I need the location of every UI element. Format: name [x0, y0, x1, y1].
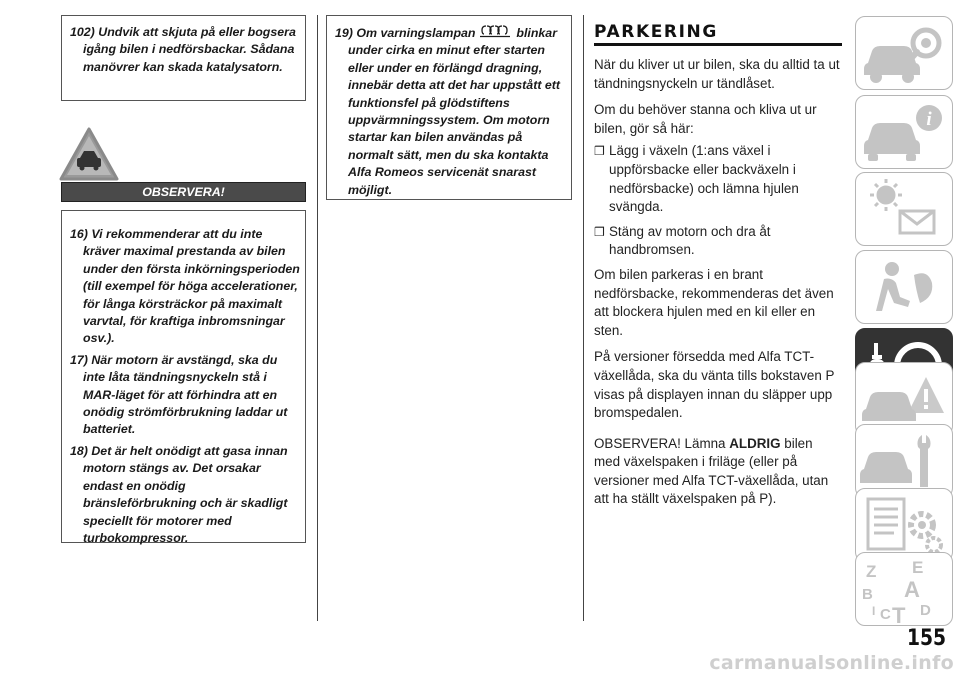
index-letter: E	[912, 558, 924, 577]
note-19-part1: 19) Om varningslampan	[335, 26, 476, 40]
column-divider-right	[583, 15, 584, 621]
index-letter: B	[862, 586, 873, 603]
paragraph-5	[594, 435, 842, 509]
note-19	[335, 24, 567, 199]
paragraph-5-suffix: bilen med växelspaken i friläge (eller på versioner med Alfa TCT-växellåda, utan att ha ställt växelspaken på P).	[594, 435, 829, 507]
car-warning-icon	[58, 126, 120, 182]
note-18: 18) Det är helt onödigt att gasa innan motorn stängs av. Det orsakar endast en onödig bränsleförbrukning och är skadligt speciellt för motorer med turbokompressor.	[70, 443, 288, 545]
column-divider-left	[317, 15, 318, 621]
paragraph-3: Om bilen parkeras i en brant nedförsbacke, rekommenderas det även att blockera hjulen med en kil eller en sten.	[594, 266, 834, 338]
tab-airbag-safety[interactable]	[855, 250, 953, 324]
glow-plug-lamp-icon	[479, 24, 513, 38]
car-info-icon	[856, 96, 954, 170]
observera-heading-bar	[61, 182, 306, 202]
observera-heading: OBSERVERA!	[142, 185, 225, 199]
bullet-text: Stäng av motorn och dra åt handbromsen.	[609, 223, 771, 258]
index-letter: C	[880, 606, 891, 623]
index-letter: I	[872, 604, 876, 618]
svg-text:i: i	[926, 109, 932, 130]
index-letter: A	[904, 577, 920, 602]
notes-box	[61, 210, 306, 543]
tab-car-search[interactable]	[855, 16, 953, 90]
paragraph-5-prefix: OBSERVERA! Lämna	[594, 435, 730, 451]
section-body	[594, 56, 842, 509]
index-letter: Z	[866, 562, 877, 581]
section-heading: PARKERING	[594, 22, 718, 42]
paragraph-1: När du kliver ut ur bilen, ska du alltid ta ut tändningsnyckeln ur tändlåset.	[594, 57, 840, 91]
note-17: 17) När motorn är avstängd, ska du inte låta tändningsnyckeln stå i MAR-läget för att förhindra att en onödig strömförbrukning laddar ut batteriet.	[70, 352, 288, 437]
bullet-1	[594, 142, 842, 216]
note-19-part2: blinkar	[516, 26, 558, 40]
airbag-safety-icon	[856, 251, 954, 325]
paragraph-5-bold: ALDRIG	[729, 435, 781, 451]
tab-alphabetical-index[interactable]	[855, 552, 953, 626]
note-19-box	[326, 15, 572, 200]
bullet-text: Lägg i växeln (1:ans växel i uppförsbacke eller backväxeln i nedförsbacke) och lämna hjulen svängda.	[609, 143, 799, 215]
warning-lights-icon	[856, 173, 954, 247]
tab-warning-lights[interactable]	[855, 172, 953, 246]
watermark: carmanualsonline.info	[709, 652, 954, 674]
paragraph-2: Om du behöver stanna och kliva ut ur bilen, gör så här:	[594, 102, 817, 136]
tab-car-maintenance[interactable]	[855, 424, 953, 498]
index-letter: T	[892, 603, 906, 627]
paragraph-4: På versioner försedda med Alfa TCT-växellåda, ska du vänta tills bokstaven P visas på displayen innan du släpper upp bromspedalen.	[594, 349, 835, 421]
section-parkering	[594, 22, 842, 517]
note-102: 102) Undvik att skjuta på eller bogsera igång bilen i nedförsbackar. Sådana manövrer kan skada katalysatorn.	[70, 25, 296, 74]
heading-rule	[594, 43, 842, 46]
note-19-rest: under cirka en minut efter starten eller under en förlängd dragning, innebär detta att det har uppstått ett funktionsfel på glödstiftens uppvärmningssystem. Om motorn startar kan bilen användas på normalt sätt, men du ska kontakta Alfa Romeos servicenät snarast möjligt.	[348, 43, 561, 197]
bullet-mark: ❒	[594, 144, 605, 159]
bullet-2	[594, 223, 842, 260]
tab-technical-data[interactable]	[855, 488, 953, 562]
note-102-box	[61, 15, 306, 101]
index-letter: D	[920, 602, 931, 619]
page-number: 155	[906, 626, 946, 651]
note-16: 16) Vi rekommenderar att du inte kräver maximal prestanda av bilen under den första inkörningsperioden (till exempel för höga accelerationer, för långa körsträckor på maximalt varvtal, för kraftiga inbromsningar osv.).	[70, 227, 300, 346]
tab-car-info[interactable]	[855, 95, 953, 169]
alphabetical-index-icon	[856, 553, 954, 627]
bullet-mark: ❒	[594, 224, 605, 239]
car-search-icon	[856, 17, 954, 91]
